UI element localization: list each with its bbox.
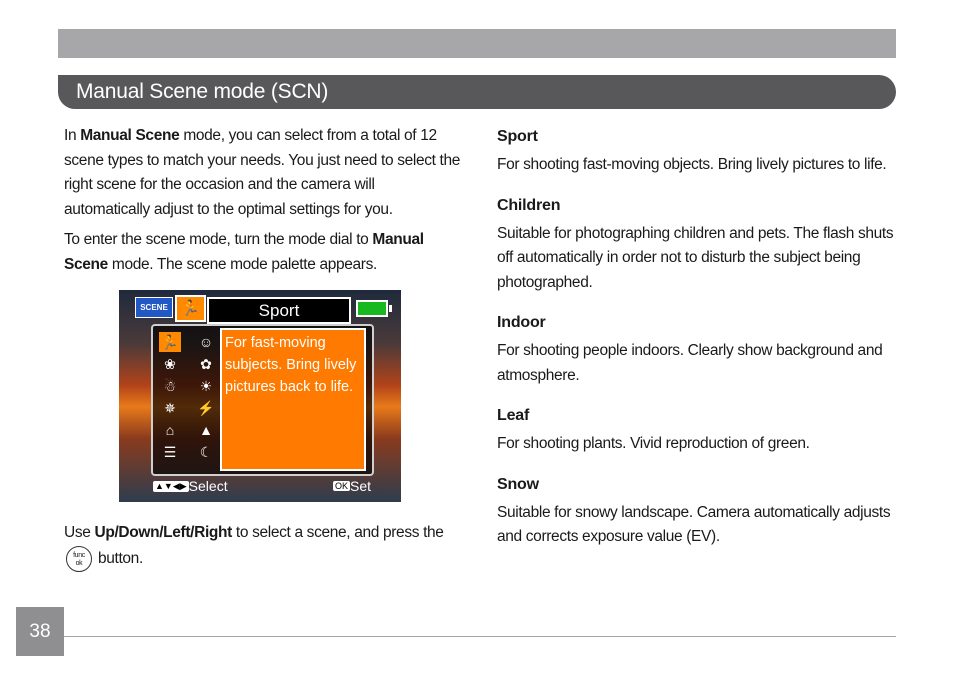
intro-column bbox=[64, 124, 464, 277]
intro-paragraph-2 bbox=[64, 228, 464, 277]
scene-entry bbox=[497, 312, 897, 388]
scene-entry bbox=[497, 126, 897, 178]
museum-icon[interactable]: ⌂ bbox=[165, 422, 175, 438]
dpad-icon: ▲▼◀▶ bbox=[155, 481, 187, 491]
top-bar bbox=[58, 29, 896, 58]
emphasis: Manual Scene bbox=[64, 231, 424, 273]
section-header bbox=[58, 75, 896, 109]
scene-desc: Suitable for photographing children and pets. The flash shuts off automatically in order not to disturb the subject being photographed. bbox=[497, 224, 894, 291]
flower-icon[interactable]: ✿ bbox=[200, 356, 212, 372]
scene-desc: For shooting fast-moving objects. Bring lively pictures to life. bbox=[497, 156, 887, 173]
select-hint bbox=[153, 478, 228, 494]
camera-screen bbox=[119, 290, 401, 502]
scene-name: Children bbox=[497, 196, 561, 214]
snowman-icon[interactable]: ☃ bbox=[163, 378, 177, 394]
battery-icon bbox=[356, 300, 388, 317]
set-hint bbox=[333, 478, 371, 494]
pet-icon[interactable]: ❀ bbox=[164, 356, 176, 372]
scene-entry bbox=[497, 405, 897, 457]
sport-icon: 🏃 bbox=[175, 295, 206, 322]
select-instructions bbox=[64, 521, 464, 572]
scene-desc: For shooting plants. Vivid reproduction of green. bbox=[497, 435, 810, 452]
scene-name: Leaf bbox=[497, 407, 530, 424]
func-label: func bbox=[73, 551, 85, 559]
ok-label: ok bbox=[75, 559, 83, 567]
set-label: Set bbox=[349, 478, 371, 494]
sport-icon[interactable]: 🏃 bbox=[159, 332, 181, 352]
scene-list bbox=[497, 126, 897, 567]
screen-bottom-bar bbox=[119, 476, 401, 498]
scene-name: Snow bbox=[497, 475, 539, 493]
scene-desc: Suitable for snowy landscape. Camera automatically adjusts and corrects exposure value (EV). bbox=[497, 503, 891, 545]
scene-name: Indoor bbox=[497, 314, 546, 331]
text: To enter the scene mode, turn the mode dial to bbox=[64, 231, 373, 248]
scene-description: For fast-moving subjects. Bring lively pictures back to life. bbox=[220, 328, 366, 471]
func-ok-button-icon bbox=[66, 546, 92, 572]
scene-name: Sport bbox=[497, 128, 538, 145]
text: button. bbox=[94, 549, 143, 567]
intro-paragraph-1 bbox=[64, 124, 464, 222]
scene-entry bbox=[497, 474, 897, 550]
section-title: Manual Scene mode (SCN) bbox=[76, 80, 329, 103]
night-portrait-icon[interactable]: ☾ bbox=[199, 444, 213, 460]
page-number: 38 bbox=[16, 607, 64, 656]
sunset-icon[interactable]: ☀ bbox=[199, 378, 213, 394]
text: In bbox=[64, 127, 81, 144]
footer-divider bbox=[64, 636, 896, 637]
text: to select a scene, and press the bbox=[231, 524, 444, 541]
text: Use bbox=[64, 524, 95, 541]
portrait-icon[interactable]: ☺ bbox=[198, 334, 214, 350]
scene-entry bbox=[497, 195, 897, 296]
emphasis: Manual Scene bbox=[80, 127, 180, 144]
fireworks-icon[interactable]: ✵ bbox=[164, 400, 176, 416]
select-label: Select bbox=[188, 478, 228, 494]
landscape-icon[interactable]: ▲ bbox=[199, 422, 213, 438]
ok-icon: OK bbox=[334, 481, 348, 491]
scene-title: Sport bbox=[207, 297, 351, 324]
no-flash-icon[interactable]: ⚡ bbox=[197, 400, 215, 416]
scene-tag: SCENE bbox=[135, 297, 173, 318]
select-paragraph bbox=[64, 521, 464, 572]
emphasis: Up/Down/Left/Right bbox=[94, 524, 232, 541]
scene-desc: For shooting people indoors. Clearly show background and atmosphere. bbox=[497, 342, 883, 384]
text: mode. The scene mode palette appears. bbox=[107, 255, 377, 273]
text-icon[interactable]: ☰ bbox=[163, 444, 177, 460]
text: mode, you can select from a total of 12 scene types to match your needs. You just need to select the right scene for the occasion and the camera will automatically adjust to the optimal settings for you. bbox=[64, 127, 461, 218]
